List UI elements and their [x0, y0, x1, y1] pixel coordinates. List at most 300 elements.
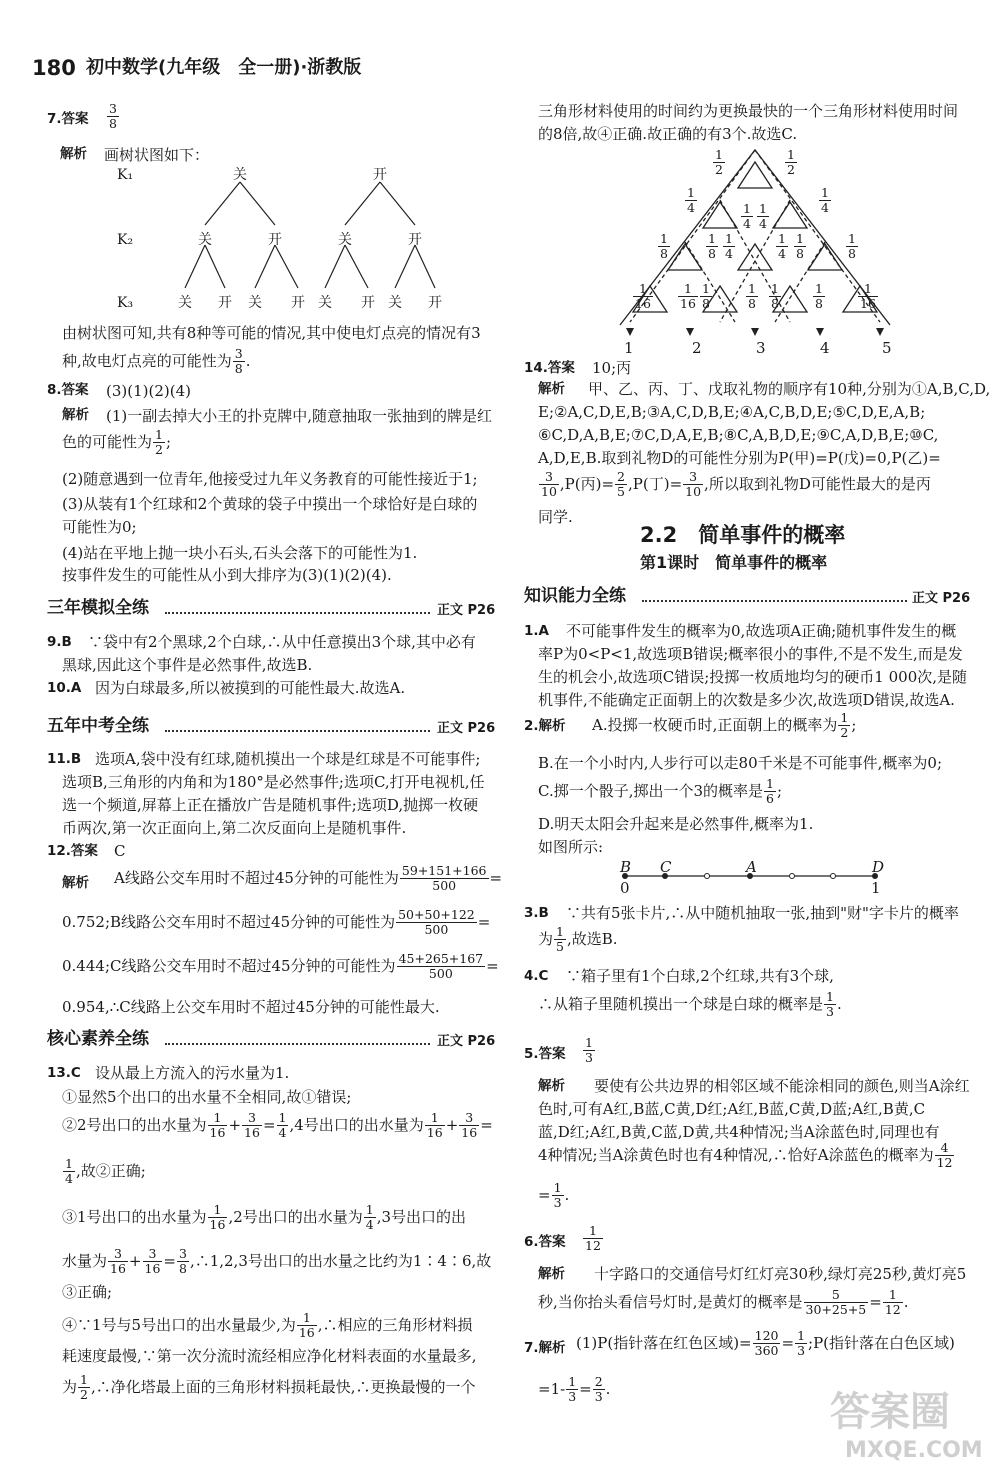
- q8-line: 可能性为0;: [62, 518, 137, 536]
- q12-line: 0.954,∴C线路上公交车用时不超过45分钟的可能性最大.: [62, 998, 440, 1016]
- num: 1: [585, 1035, 593, 1050]
- q8-line: [62, 428, 171, 458]
- den: 8: [178, 1261, 187, 1277]
- num: 1: [208, 1111, 228, 1126]
- den: 16: [244, 1125, 260, 1141]
- flow-label: [818, 186, 832, 216]
- den: 30+25+5: [805, 1302, 867, 1318]
- rq6-jx-label: 解析: [538, 1266, 565, 1282]
- rq2-line: B.在一个小时内,人步行可以走80千米是不可能事件,概率为0;: [538, 754, 943, 772]
- q13-cont-line: 的8倍,故④正确.故正确的有3个.故选C.: [538, 125, 798, 143]
- den: 500: [428, 966, 453, 982]
- text: (1)P(指针落在红色区域)=: [576, 1333, 752, 1352]
- q13-line: ③正确;: [62, 1283, 113, 1301]
- q12-jx-label: 解析: [62, 875, 89, 891]
- rq7-line: [576, 1329, 955, 1359]
- section-ref: 正文 P26: [912, 591, 971, 606]
- den: 4: [278, 1125, 287, 1141]
- text: 为: [62, 1377, 78, 1396]
- den: 16: [209, 1125, 226, 1141]
- q12-line: [62, 952, 499, 982]
- q7-conclusion-1: 由树状图可知,共有8种等可能的情况,其中使电灯点亮的情况有3: [62, 324, 481, 342]
- text: .: [605, 1379, 611, 1398]
- q10-label: 10.A: [47, 680, 82, 696]
- den: 16: [426, 1125, 443, 1141]
- tree-node: 开: [373, 167, 387, 183]
- outlet-number: 3: [756, 339, 766, 357]
- den: 12: [585, 1238, 601, 1254]
- rq6-answer: [582, 1224, 604, 1254]
- num: 1: [365, 1202, 374, 1217]
- q13-line: ②2号出口的出水量为 $\frac{1}{16}$ + $\frac{3}{16}$ = $\frac{1}{4}$ ,4号出口的出水量为 $\frac{1}{16}$ + $\frac{3}{16}$ =: [62, 1110, 493, 1141]
- text: 秒,当你抬头看信号灯时,是黄灯的概率是: [538, 1292, 803, 1311]
- rq2-line: D.明天太阳会升起来是必然事件,概率为1.: [538, 815, 814, 833]
- flow-label: [768, 282, 782, 312]
- q8-line: (2)随意遇到一位青年,他接受过九年义务教育的可能性接近于1;: [62, 470, 478, 488]
- den: 2: [787, 162, 795, 178]
- num: 1: [80, 1372, 88, 1387]
- text: =: [869, 1292, 882, 1311]
- num: 3: [459, 1111, 479, 1126]
- num: 120: [754, 1328, 779, 1343]
- flow-label: [745, 282, 759, 312]
- num: 3: [234, 346, 243, 361]
- text: =: [489, 868, 503, 887]
- num: 3: [242, 1111, 262, 1126]
- text: =: [538, 1185, 551, 1204]
- text: ,P(丙)=: [559, 474, 615, 493]
- rq5-line: [538, 1141, 955, 1171]
- text: ;P(指针落在白色区域): [808, 1333, 955, 1352]
- den: 16: [635, 296, 651, 312]
- q7-answer: [106, 102, 120, 132]
- q14-line: [538, 470, 931, 500]
- text: .: [564, 1185, 570, 1204]
- q14-label: 14.答案: [524, 360, 575, 376]
- den: 8: [815, 296, 823, 312]
- text: ,3号出口的出: [376, 1207, 467, 1226]
- den: 2: [80, 1387, 88, 1403]
- num: 3: [178, 1246, 187, 1261]
- rq6-label: 6.答案: [524, 1234, 566, 1250]
- num: 1: [748, 281, 756, 296]
- rq5-line: 要使有公共边界的相邻区域不能涂相同的颜色,则当A涂红: [594, 1077, 970, 1095]
- den: 16: [680, 296, 696, 312]
- den: 4: [365, 1217, 374, 1233]
- text: =: [477, 912, 491, 931]
- num: 1: [858, 282, 878, 297]
- text: ,2号出口的出水量为: [228, 1207, 363, 1226]
- den: 2: [840, 725, 849, 741]
- den: 500: [432, 878, 457, 894]
- tree-leaf: 关: [318, 295, 332, 311]
- num: 1: [778, 231, 786, 246]
- flow-label: [793, 232, 807, 262]
- q11-line: 选项B,三角形的内角和为180°是必然事件;选项C,打开电视机,任: [62, 773, 485, 791]
- text: ∴从箱子里随机摸出一个球是白球的概率是: [538, 994, 824, 1013]
- rq4-label: 4.C: [524, 968, 549, 984]
- section-title: 核心素养全练: [47, 1029, 149, 1049]
- watermark-url: MXQE.COM: [845, 1438, 983, 1463]
- section-leader: [165, 1043, 430, 1045]
- num: 1: [702, 281, 710, 296]
- q13-line: [62, 1157, 146, 1187]
- den: 3: [568, 1389, 577, 1405]
- num: 1: [208, 1203, 228, 1218]
- section-leader: [165, 730, 430, 732]
- flow-label: [722, 232, 736, 262]
- outlet-number: 2: [692, 339, 702, 357]
- text: 为: [538, 929, 554, 948]
- den: 8: [771, 296, 779, 312]
- rq5-answer: [582, 1036, 596, 1066]
- rq2-line: [592, 711, 856, 741]
- watermark-logo: 答案圈: [830, 1389, 950, 1435]
- den: 3: [797, 1343, 806, 1359]
- q11-label: 11.B: [47, 751, 82, 767]
- den: 12: [884, 1302, 901, 1318]
- text: A线路公交车用时不超过45分钟的可能性为: [114, 868, 399, 887]
- num: 1: [633, 282, 653, 297]
- den: 3: [553, 1195, 562, 1211]
- section-heading: 2.2 简单事件的概率: [640, 523, 846, 547]
- num: 1: [678, 282, 698, 297]
- text: ;: [851, 715, 857, 734]
- den: 12: [936, 1155, 953, 1171]
- q14-line: E;②A,C,D,E,B;③A,C,D,B,E;④A,C,B,D,E;⑤C,D,E,A,B;: [538, 403, 926, 421]
- flow-label: [845, 232, 859, 262]
- outlet-number: 1: [624, 339, 634, 357]
- text: ,故②正确;: [75, 1161, 146, 1180]
- rq5-label: 5.答案: [524, 1046, 566, 1062]
- tree-leaf: 关: [178, 295, 192, 311]
- tree-node: 关: [338, 232, 352, 248]
- num: 1: [883, 1288, 903, 1303]
- section-ref: 正文 P26: [437, 1034, 496, 1049]
- q13-line: [62, 1203, 466, 1233]
- text: ;: [776, 781, 783, 800]
- den: 2: [155, 442, 163, 458]
- den: 2: [715, 162, 723, 178]
- q14-jx-label: 解析: [538, 381, 565, 397]
- text: =: [486, 956, 499, 975]
- text: A.投掷一枚硬币时,正面朝上的概率为: [592, 715, 838, 734]
- q11-line: 选项A,袋中没有红球,随机摸出一个球是红球是不可能事件;: [95, 750, 481, 768]
- tick-label: 1: [871, 879, 881, 897]
- text: 0.444;C线路公交车用时不超过45分钟的可能性为: [62, 956, 396, 975]
- num: 1: [766, 776, 774, 791]
- den: 8: [702, 296, 710, 312]
- text: ,∴1,2,3号出口的出水量之比约为1∶4∶6,故: [189, 1251, 492, 1270]
- outlet-number: 5: [882, 339, 892, 357]
- outlet-number: 4: [820, 339, 830, 357]
- text: =1-: [538, 1379, 566, 1398]
- q12-line: [62, 908, 490, 938]
- num: 1: [815, 281, 823, 296]
- q9-line: 黑球,因此这个事件是必然事件,故选B.: [62, 656, 313, 674]
- flow-label: [657, 232, 671, 262]
- den: 4: [687, 200, 695, 216]
- flow-label: [699, 282, 713, 312]
- rq6-line: 十字路口的交通信号灯红灯亮30秒,绿灯亮25秒,黄灯亮5: [594, 1265, 967, 1283]
- text: ②2号出口的出水量为: [62, 1115, 207, 1134]
- rq3-line: [538, 925, 618, 955]
- section-title: 五年中考全练: [47, 716, 149, 736]
- flow-label: [756, 202, 770, 232]
- section-title: 知识能力全练: [524, 586, 626, 606]
- section-title: 三年模拟全练: [47, 598, 149, 618]
- num: 59+151+166: [401, 863, 487, 878]
- tree-leaf: 关: [248, 295, 262, 311]
- den: 10: [685, 484, 702, 500]
- num: 2: [617, 469, 625, 484]
- section-ref: 正文 P26: [437, 603, 496, 618]
- text: =: [579, 1379, 592, 1398]
- num: 2: [594, 1374, 603, 1389]
- flow-label: [775, 232, 789, 262]
- tree-k1: K₁: [117, 167, 134, 183]
- q14-line: 甲、乙、丙、丁、戊取礼物的顺序有10种,分别为①A,B,C,D,: [588, 380, 991, 398]
- num: 1: [771, 281, 779, 296]
- rq3-line: ∵共有5张卡片,∴从中随机抽取一张,抽到"财"字卡片的概率: [566, 904, 959, 922]
- num: 1: [687, 185, 695, 200]
- rq7-label: 7.解析: [524, 1340, 566, 1356]
- rq4-line: [538, 990, 842, 1020]
- num: 1: [425, 1111, 445, 1126]
- rq1-line: 不可能事件发生的概率为0,故选项A正确;随机事件发生的概: [566, 622, 957, 640]
- text: 0.752;B线路公交车用时不超过45分钟的可能性为: [62, 912, 396, 931]
- num: 1: [826, 989, 834, 1004]
- q8-line: (3)从装有1个红球和2个黄球的袋子中摸出一个球恰好是白球的: [62, 495, 478, 513]
- num: 1: [759, 201, 767, 216]
- q7-label: 7.答案: [47, 111, 89, 127]
- q8-label: 8.答案: [47, 382, 89, 398]
- tree-leaf: 开: [361, 295, 375, 311]
- num: 1: [840, 710, 849, 725]
- text: 色的可能性为: [62, 432, 153, 451]
- num: 3: [539, 470, 559, 485]
- q11-line: 币两次,第一次正面向上,第二次反面向上是随机事件.: [62, 819, 407, 837]
- num: 3: [108, 1247, 128, 1262]
- q7-conclusion-2: [62, 347, 251, 377]
- text: .: [245, 351, 251, 370]
- num: 1: [797, 1328, 806, 1343]
- section-ref: 正文 P26: [437, 721, 496, 736]
- tree-node: 关: [233, 167, 247, 183]
- point-label: A: [746, 858, 757, 876]
- num: 1: [278, 1110, 287, 1125]
- q13-line: 水量为 $\frac{3}{16}$ + $\frac{3}{16}$ = $\frac{3}{8}$ ,∴1,2,3号出口的出水量之比约为1∶4∶6,故: [62, 1246, 492, 1277]
- num: 1: [848, 231, 856, 246]
- text: 水量为: [62, 1251, 108, 1270]
- den: 16: [144, 1261, 161, 1277]
- den: 500: [424, 922, 449, 938]
- den: 5: [617, 484, 625, 500]
- flow-label: [740, 202, 754, 232]
- den: 5: [556, 939, 564, 955]
- num: 1: [796, 231, 804, 246]
- num: 1: [583, 1224, 603, 1239]
- text: ,∴相应的三角形材料损: [317, 1315, 473, 1334]
- rq2-label: 2.解析: [524, 718, 566, 734]
- q8-jx-label: 解析: [62, 407, 89, 423]
- text: ,故选B.: [566, 929, 618, 948]
- den: 16: [110, 1261, 126, 1277]
- flow-label: [677, 282, 699, 312]
- tree-leaf: 关: [388, 295, 402, 311]
- num: 1: [297, 1311, 317, 1326]
- q13-line: 耗速度最慢,∵第一次分流时流经相应净化材料表面的水量最多,: [62, 1347, 477, 1365]
- text: ③1号出口的出水量为: [62, 1207, 207, 1226]
- q8-line: (1)一副去掉大小王的扑克牌中,随意抽取一张抽到的牌是红: [106, 407, 493, 425]
- tree-k3: K₃: [117, 295, 134, 311]
- num: 1: [660, 231, 668, 246]
- den: 8: [748, 296, 756, 312]
- rq2-line: 如图所示:: [538, 838, 604, 856]
- q13-line: ①显然5个出口的出水量不全相同,故①错误;: [62, 1088, 352, 1106]
- den: 8: [660, 246, 668, 262]
- text: C.掷一个骰子,掷出一个3的概率是: [538, 781, 764, 800]
- flow-label: [857, 282, 879, 312]
- tick-label: 0: [620, 879, 630, 897]
- flow-label: [684, 186, 698, 216]
- den: 16: [860, 296, 876, 312]
- rq3-label: 3.B: [524, 905, 549, 921]
- q13-line: [62, 1373, 476, 1403]
- den: 4: [821, 200, 829, 216]
- rq5-line: 蓝,D红;A红,B黄,C蓝,D黄,共4种情况;当A涂蓝色时,同理也有: [538, 1123, 940, 1141]
- section-leader: [642, 600, 907, 602]
- num: 1: [553, 1180, 562, 1195]
- rq1-label: 1.A: [524, 623, 549, 639]
- tree-leaf: 开: [218, 295, 232, 311]
- q14-line: A,D,E,B.取到礼物D的可能性分别为P(甲)=P(戊)=0,P(乙)=: [538, 449, 941, 467]
- den: 3: [594, 1389, 603, 1405]
- q13-line: 设从最上方流入的污水量为1.: [95, 1064, 290, 1082]
- page-number: 180: [32, 56, 76, 80]
- flow-label: [632, 282, 654, 312]
- tree-leaf: 开: [291, 295, 305, 311]
- text: ,所以取到礼物D可能性最大的是丙: [704, 474, 931, 493]
- num: 1: [155, 427, 163, 442]
- lesson-heading: 第1课时 简单事件的概率: [640, 553, 828, 572]
- q12-line: [114, 864, 502, 894]
- den: 3: [826, 1004, 834, 1020]
- text: ;: [165, 432, 172, 451]
- den: 16: [461, 1125, 478, 1141]
- flow-label: [784, 148, 798, 178]
- num: 3: [143, 1247, 163, 1262]
- rq4-line: ∵箱子里有1个白球,2个红球,共有3个球,: [566, 967, 834, 985]
- flow-label: [712, 148, 726, 178]
- rq6-line: [538, 1288, 909, 1318]
- tree-node: 开: [268, 232, 282, 248]
- q8-line: (4)站在平地上抛一块小石头,石头会落下的可能性为1.: [62, 544, 418, 562]
- num: 3: [683, 470, 703, 485]
- tree-node: 开: [408, 232, 422, 248]
- q13-label: 13.C: [47, 1065, 81, 1081]
- rq7-line: [538, 1375, 610, 1405]
- den: 360: [754, 1343, 779, 1359]
- text: 种,故电灯点亮的可能性为: [62, 351, 232, 370]
- tree-leaf: 开: [428, 295, 442, 311]
- text: ,P(丁)=: [628, 474, 683, 493]
- flow-triangle-diagram: [610, 140, 910, 355]
- q10-line: 因为白球最多,所以被摸到的可能性最大.故选A.: [95, 679, 406, 697]
- num: 1: [743, 201, 751, 216]
- num: 1: [821, 185, 829, 200]
- q14-line: 同学.: [538, 508, 573, 526]
- num: 1: [708, 231, 716, 246]
- q9-line: ∵袋中有2个黑球,2个白球,∴从中任意摸出3个球,其中必有: [88, 633, 476, 651]
- num: 4: [935, 1141, 955, 1156]
- num: 45+265+167: [398, 951, 484, 966]
- text: =: [781, 1333, 795, 1352]
- section-leader: [165, 612, 430, 614]
- text: ,∴净化塔最上面的三角形材料损耗最快,∴更换最慢的一个: [90, 1377, 476, 1396]
- q13-line: [62, 1311, 473, 1341]
- den: 4: [778, 246, 786, 262]
- text: .: [903, 1292, 909, 1311]
- den: 8: [708, 246, 716, 262]
- q8-line: 按事件发生的可能性从小到大排序为(3)(1)(2)(4).: [62, 566, 392, 584]
- num: 50+50+122: [398, 907, 475, 922]
- q8-answer: (3)(1)(2)(4): [106, 382, 191, 400]
- den: 4: [759, 216, 767, 232]
- flow-label: [812, 282, 826, 312]
- num: 5: [804, 1288, 869, 1303]
- den: 4: [725, 246, 733, 262]
- den: 16: [209, 1217, 226, 1233]
- text: 4号出口的出水量为: [294, 1115, 424, 1134]
- tree-node: 关: [198, 232, 212, 248]
- text: ④∵1号与5号出口的出水量最少,为: [62, 1315, 296, 1334]
- num: 1: [568, 1374, 577, 1389]
- q9-label: 9.B: [47, 634, 72, 650]
- tree-k2: K₂: [117, 232, 134, 248]
- den: 10: [541, 484, 557, 500]
- num: 1: [65, 1156, 73, 1171]
- num: 1: [787, 147, 795, 162]
- q14-answer: 10;丙: [592, 359, 632, 377]
- den: 16: [298, 1325, 315, 1341]
- text: .: [836, 994, 842, 1013]
- book-title: 初中数学(九年级 全一册)·浙教版: [86, 57, 362, 78]
- den: 8: [796, 246, 804, 262]
- den: 3: [585, 1050, 593, 1066]
- den: 8: [234, 361, 243, 377]
- point-label: D: [872, 858, 885, 876]
- num: 1: [715, 147, 723, 162]
- point-label: B: [620, 858, 632, 876]
- q12-label: 12.答案: [47, 843, 98, 859]
- point-label: C: [660, 858, 672, 876]
- q7-jx-label: 解析: [60, 146, 87, 162]
- rq5-jx-label: 解析: [538, 1078, 565, 1094]
- num: 1: [556, 924, 564, 939]
- q12-answer: C: [114, 842, 126, 860]
- text: 4种情况;当A涂黄色时也有4种情况,∴恰好A涂蓝色的概率为: [538, 1145, 934, 1164]
- q7-ans-num: 3: [109, 101, 117, 116]
- q7-ans-den: 8: [109, 116, 117, 132]
- q11-line: 选一个频道,屏幕上正在播放广告是随机事件;选项D,抛掷一枚硬: [62, 796, 479, 814]
- flow-label: [705, 232, 719, 262]
- den: 6: [766, 791, 774, 807]
- den: 4: [65, 1171, 73, 1187]
- rq5-line: [538, 1181, 569, 1211]
- q13-cont-line: 三角形材料使用的时间约为更换最快的一个三角形材料使用时间: [538, 102, 959, 120]
- rq2-line: [538, 777, 782, 807]
